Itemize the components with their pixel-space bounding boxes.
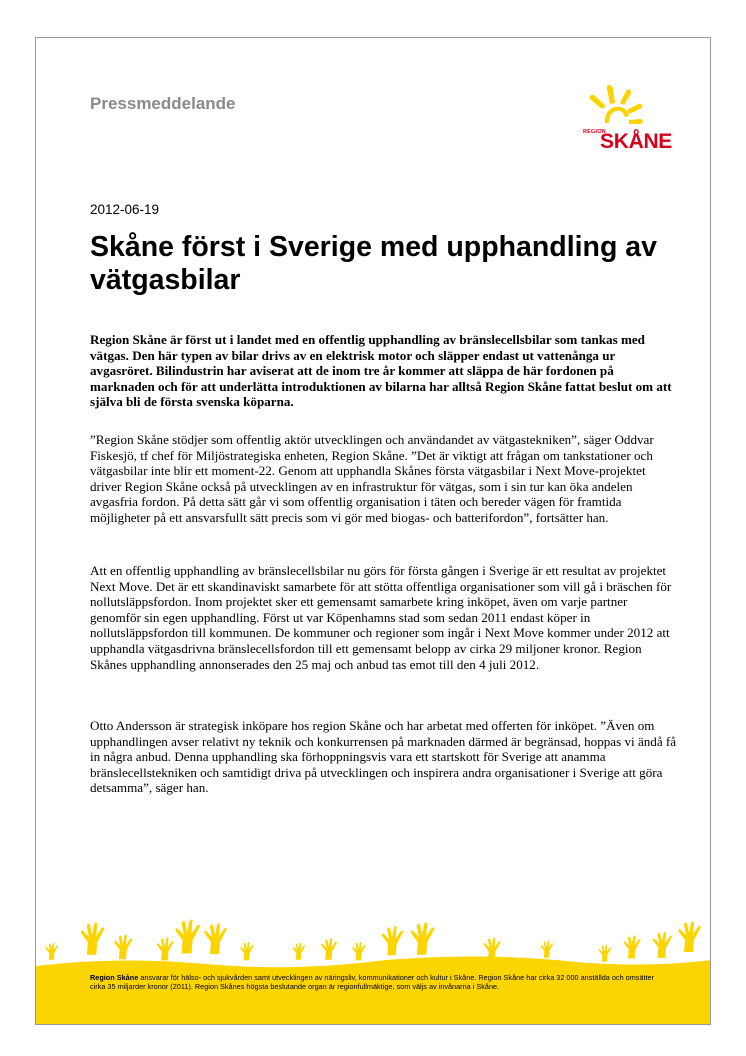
headline: Skåne först i Sverige med upphandling av vätgasbilar: [90, 231, 657, 296]
body-paragraph: ”Region Skåne stödjer som offentlig aktör utvecklingen och användandet av vätgastekniken”, säger Oddvar Fiskesjö, tf chef för Miljöstrategiska enheten, Region Skåne. ”Det är viktigt att frågan om tankstationer och vätgasbilar inte blir ett moment-22. Genom att upphandla Skånes första vätgasbilar i Next Move-projektet driver Region Skåne också på utvecklingen av en infrastruktur för vätgas, som i sin tur kan öka andelen avgasfria fordon. På detta sätt går vi som offentlig organisation i täten och bereder vägen för framtida möjligheter på ett ansvarsfullt sätt precis som vi gör med biogas- och batterifordon”, fortsätter han.: [90, 432, 654, 525]
region-skane-logo: [582, 83, 673, 153]
lead-paragraph: Region Skåne är först ut i landet med en offentlig upphandling av bränslecellsbilar som tankas med vätgas. Den här typen av bilar drivs av en elektrisk motor och släpper endast ut vattenånga ur avgasröret. Bilindustrin har aviserat att de inom tre år kommer att släppa de här fordonen på marknaden och för att underlätta introduktionen av bilarna har alltså Region Skåne fattat beslut om att själva bli de första svenska köparna.: [90, 332, 672, 410]
body-paragraph: Otto Andersson är strategisk inköpare hos region Skåne och har arbetat med offerten för inköpet. ”Även om upphandlingen avser relativt ny teknik och konkurrensen på marknaden därmed är begränsad, hoppas vi ändå få in några anbud. Denna upphandling ska förhoppningsvis vara ett startskott för Sverige att anamma bränslecellstekniken och samtidigt driva på utvecklingen och inspirera andra organisationer i Sverige att göra detsamma”, säger han.: [90, 718, 677, 796]
body-paragraph: Att en offentlig upphandling av bränslecellsbilar nu görs för första gången i Sverige är ett resultat av projektet Next Move. Det är ett skandinaviskt samarbete för att stötta offentliga organisationer som vill gå i bräschen för nollutsläppsfordon. Inom projektet sker ett gemensamt samarbete kring inköpet, även om varje partner genomför sin egen upphandling. Först ut var Köpenhamns stad som sedan 2011 endast köper in nollutsläppsfordon till kommunen. De kommuner och regioner som ingår i Next Move kommer under 2012 att upphandla vätgasdrivna bränslecellsfordon till ett gemensamt belopp av cirka 29 miljoner kronor. Region Skånes upphandling annonserades den 25 maj och anbud tas emot till den 4 juli 2012.: [90, 563, 672, 672]
waving-hands-band-icon: [36, 908, 711, 1025]
logo-region-text: REGION: [583, 129, 606, 135]
press-release-page: [35, 37, 711, 1025]
document-type-label: Pressmeddelande: [90, 94, 236, 113]
release-date: 2012-06-19: [90, 202, 160, 217]
logo-skane-text: SKÅNE: [600, 130, 673, 153]
footer-description: ansvarar för hälso- och sjukvården samt utvecklingen av näringsliv, kommunikationer och kultur i Skåne. Region Skåne har cirka 32 000 anställda och omsätter cirka 35 miljarder kronor (2011). Region Skånes högsta beslutande organ är regionfullmäktige, som väljs av invånarna i Skåne.: [90, 973, 655, 992]
footer-org-name: Region Skåne: [90, 973, 139, 982]
region-skane-sun-logo-icon: [582, 83, 662, 127]
footer-about-text: [90, 973, 670, 992]
